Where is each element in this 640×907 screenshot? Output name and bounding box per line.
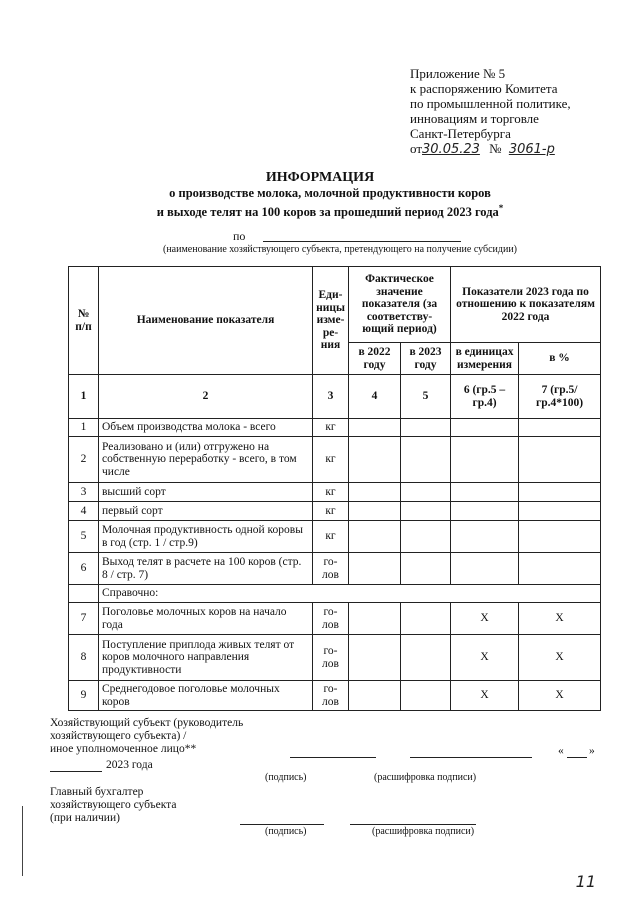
header-2023: в 2023 году [401, 343, 451, 375]
indicators-table [68, 266, 601, 711]
date-quote-close: » [589, 745, 595, 757]
subject-signature-label [50, 717, 243, 756]
day-month-line [50, 771, 102, 772]
page-number: 11 [575, 872, 596, 891]
header-name: Наименование показателя [99, 267, 313, 375]
table-row: 9 Среднегодовое поголовье молочных коров го-лов Х Х [69, 681, 601, 711]
document-subtitle [0, 186, 640, 220]
accountant-line: Главный бухгалтер [50, 786, 144, 798]
approval-line: Приложение № 5 [410, 66, 506, 81]
sign-caption: (подпись) [265, 772, 307, 783]
header-in-units: в единицах измерения [451, 343, 519, 375]
accountant-decode-caption: (расшифровка подписи) [372, 826, 475, 837]
decode-caption: (расшифровка подписи) [374, 772, 477, 783]
table-row: 1 Объем производства молока - всего кг [69, 419, 601, 437]
approval-number: 3061-р [508, 142, 555, 157]
column-number: 5 [401, 375, 451, 419]
accountant-signature-line [240, 824, 324, 825]
table-row-reference [69, 585, 601, 603]
document-title: ИНФОРМАЦИЯ [265, 170, 375, 185]
approval-block [410, 66, 571, 157]
approval-date: 30.05.23 [422, 142, 480, 157]
header-fact: Фактическое значение показателя (за соответству-ющий период) [349, 267, 451, 343]
header-percent: в % [519, 343, 601, 375]
signature-line: хозяйствующего субъекта) / [50, 730, 187, 742]
column-number: 2 [99, 375, 313, 419]
column-number: 6 (гр.5 – гр.4) [451, 375, 519, 419]
table-row: 6 Выход телят в расчете на 100 коров (стр. 8 / стр. 7) го-лов [69, 553, 601, 585]
column-number: 1 [69, 375, 99, 419]
approval-from: от [410, 141, 423, 156]
accountant-line: (при наличии) [50, 812, 120, 824]
accountant-line: хозяйствующего субъекта [50, 799, 177, 811]
accountant-label [50, 786, 176, 825]
table-row: 8 Поступление приплода живых телят от коров молочного направления продуктивности го-лов Х Х [69, 635, 601, 681]
subject-name-caption: (наименование хозяйствующего субъекта, претендующего на получение субсидии) [163, 244, 517, 255]
approval-line: Санкт-Петербурга [410, 126, 511, 141]
header-indicators: Показатели 2023 года по отношению к показателям 2022 года [451, 267, 601, 343]
footnote-mark: * [498, 203, 504, 213]
header-num: № п/п [69, 267, 99, 375]
decode-line [410, 757, 532, 758]
table-row: 3 высший сорт кг [69, 483, 601, 502]
approval-num-label: № [489, 141, 502, 156]
subject-name-line [263, 241, 461, 242]
column-number: 7 (гр.5/ гр.4*100) [519, 375, 601, 419]
approval-line: по промышленной политике, [410, 96, 571, 111]
accountant-decode-line [350, 824, 476, 825]
accountant-sign-caption: (подпись) [265, 826, 307, 837]
table-row: 4 первый сорт кг [69, 502, 601, 521]
header-unit: Еди-ницы изме-ре-ния [313, 267, 349, 375]
table-row: 5 Молочная продуктивность одной коровы в год (стр. 1 / стр.9) кг [69, 521, 601, 553]
date-day-line [567, 757, 587, 758]
po-label: по [233, 229, 246, 243]
year-label: 2023 года [106, 759, 153, 771]
subtitle-line [0, 201, 640, 220]
signature-line: Хозяйствующий субъект (руководитель [50, 717, 244, 729]
table-row: 2 Реализовано и (или) отгружено на собственную переработку - всего, в том числе кг [69, 437, 601, 483]
approval-line: инновациям и торговле [410, 111, 539, 126]
table-row: 7 Поголовье молочных коров на начало года го-лов Х Х [69, 603, 601, 635]
signature-line: иное уполномоченное лицо** [50, 743, 197, 755]
date-quote-open: « [558, 745, 564, 757]
reference-label: Справочно: [99, 585, 601, 603]
subtitle-text: и выходе телят на 100 коров за прошедший период 2023 года [156, 205, 499, 220]
margin-line [22, 806, 23, 876]
column-number: 4 [349, 375, 401, 419]
subtitle-line: о производстве молока, молочной продуктивности коров [169, 186, 491, 200]
column-number: 3 [313, 375, 349, 419]
approval-date-line [410, 141, 571, 157]
signature-line [290, 757, 376, 758]
approval-line: к распоряжению Комитета [410, 81, 558, 96]
header-2022: в 2022 году [349, 343, 401, 375]
